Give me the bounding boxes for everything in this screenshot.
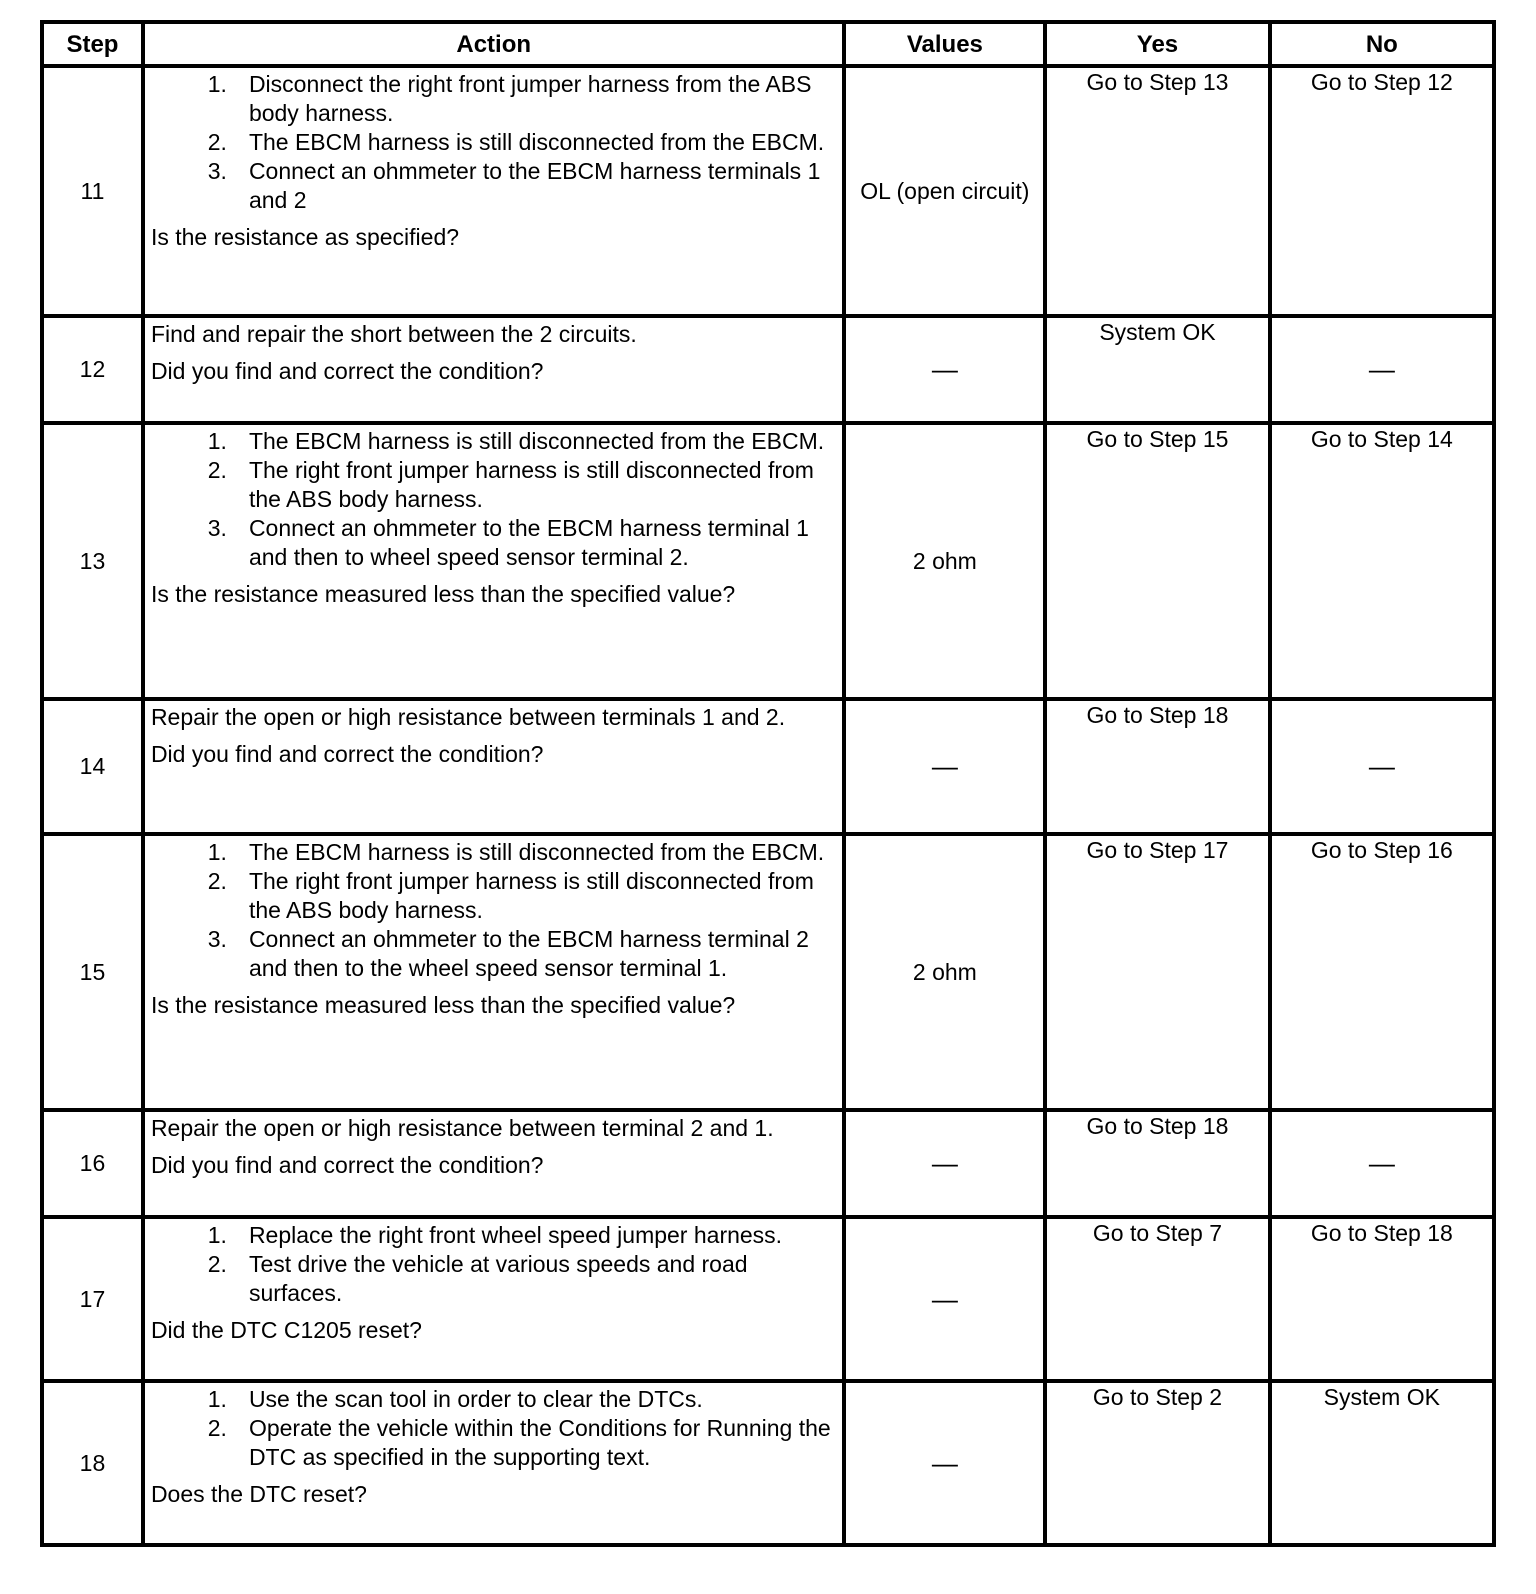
yes-cell: [1045, 66, 1269, 316]
step-number: 14: [42, 699, 143, 834]
action-cell: [143, 1110, 845, 1217]
no-cell: [1270, 423, 1494, 699]
action-cell: [143, 423, 845, 699]
yes-result: Go to Step 17: [1086, 837, 1229, 863]
no-result: System OK: [1323, 1384, 1440, 1410]
table-row: [42, 834, 1494, 1110]
header-step: Step: [42, 22, 143, 66]
list-item: 3. Connect an ohmmeter to the EBCM harness terminal 1 and then to wheel speed sensor terminal 2.: [207, 515, 809, 570]
table-row: [42, 1381, 1494, 1545]
action-cell: [143, 1381, 845, 1545]
value-cell: OL (open circuit): [844, 66, 1045, 316]
list-item: 2. The EBCM harness is still disconnected from the EBCM.: [207, 129, 825, 155]
no-result: Go to Step 16: [1310, 837, 1453, 863]
list-item: 1. Disconnect the right front jumper harness from the ABS body harness.: [207, 71, 812, 126]
action-cell: [143, 699, 845, 834]
action-question: Did you find and correct the condition?: [150, 358, 544, 384]
action-steps: [151, 427, 837, 572]
header-values: Values: [844, 22, 1045, 66]
step-number: 18: [42, 1381, 143, 1545]
value-cell: —: [844, 316, 1045, 423]
no-result: —: [1270, 316, 1494, 423]
list-item: 3. Connect an ohmmeter to the EBCM harness terminal 2 and then to the wheel speed sensor terminal 1.: [207, 926, 809, 981]
list-item: 2. The right front jumper harness is still disconnected from the ABS body harness.: [207, 868, 814, 923]
table-row: [42, 316, 1494, 423]
yes-result: Go to Step 15: [1086, 426, 1229, 452]
action-question: Does the DTC reset?: [150, 1481, 367, 1507]
yes-result: System OK: [1099, 319, 1216, 345]
action-steps: [151, 1221, 837, 1308]
yes-cell: [1045, 1110, 1269, 1217]
no-result: Go to Step 14: [1310, 426, 1453, 452]
list-item: 2. Operate the vehicle within the Conditions for Running the DTC as specified in the supporting text.: [207, 1415, 831, 1470]
value-cell: 2 ohm: [844, 423, 1045, 699]
table-row: [42, 423, 1494, 699]
step-number: 15: [42, 834, 143, 1110]
yes-result: Go to Step 2: [1092, 1384, 1223, 1410]
value-cell: 2 ohm: [844, 834, 1045, 1110]
list-item: 1. The EBCM harness is still disconnected from the EBCM.: [207, 428, 825, 454]
no-cell: [1270, 1381, 1494, 1545]
yes-result: Go to Step 18: [1086, 702, 1229, 728]
list-item: 2. Test drive the vehicle at various speeds and road surfaces.: [207, 1251, 748, 1306]
no-result: —: [1270, 699, 1494, 834]
diagnostic-table: [40, 20, 1496, 1547]
action-cell: [143, 1217, 845, 1381]
step-number: 11: [42, 66, 143, 316]
action-text: Find and repair the short between the 2 circuits.: [150, 321, 637, 347]
no-result: —: [1270, 1110, 1494, 1217]
no-cell: [1270, 834, 1494, 1110]
value-cell: —: [844, 1217, 1045, 1381]
list-item: 3. Connect an ohmmeter to the EBCM harness terminals 1 and 2: [207, 158, 821, 213]
action-question: Did you find and correct the condition?: [150, 741, 544, 767]
yes-cell: [1045, 423, 1269, 699]
action-steps: [151, 70, 837, 215]
step-number: 16: [42, 1110, 143, 1217]
yes-cell: [1045, 834, 1269, 1110]
action-question: Is the resistance as specified?: [150, 224, 460, 250]
no-result: Go to Step 12: [1310, 69, 1453, 95]
table-row: [42, 1217, 1494, 1381]
action-steps: [151, 1385, 837, 1472]
value-cell: —: [844, 1110, 1045, 1217]
header-action: Action: [143, 22, 845, 66]
table-row: [42, 66, 1494, 316]
yes-cell: [1045, 699, 1269, 834]
action-steps: [151, 838, 837, 983]
yes-result: Go to Step 13: [1086, 69, 1229, 95]
header-row: [42, 22, 1494, 66]
action-question: Did the DTC C1205 reset?: [150, 1317, 422, 1343]
action-question: Did you find and correct the condition?: [150, 1152, 544, 1178]
yes-cell: [1045, 316, 1269, 423]
no-cell: [1270, 66, 1494, 316]
action-cell: [143, 66, 845, 316]
list-item: 1. Use the scan tool in order to clear the DTCs.: [207, 1386, 703, 1412]
action-cell: [143, 316, 845, 423]
no-result: Go to Step 18: [1310, 1220, 1453, 1246]
action-text: Repair the open or high resistance between terminals 1 and 2.: [150, 704, 786, 730]
header-yes: Yes: [1045, 22, 1269, 66]
action-question: Is the resistance measured less than the specified value?: [150, 581, 736, 607]
action-cell: [143, 834, 845, 1110]
yes-result: Go to Step 7: [1092, 1220, 1223, 1246]
header-no: No: [1270, 22, 1494, 66]
list-item: 2. The right front jumper harness is still disconnected from the ABS body harness.: [207, 457, 814, 512]
yes-cell: [1045, 1381, 1269, 1545]
yes-result: Go to Step 18: [1086, 1113, 1229, 1139]
list-item: 1. The EBCM harness is still disconnected from the EBCM.: [207, 839, 825, 865]
no-cell: [1270, 1217, 1494, 1381]
yes-cell: [1045, 1217, 1269, 1381]
step-number: 12: [42, 316, 143, 423]
action-text: Repair the open or high resistance between terminal 2 and 1.: [150, 1115, 774, 1141]
table-row: [42, 699, 1494, 834]
value-cell: —: [844, 1381, 1045, 1545]
action-question: Is the resistance measured less than the specified value?: [150, 992, 736, 1018]
step-number: 17: [42, 1217, 143, 1381]
table-row: [42, 1110, 1494, 1217]
step-number: 13: [42, 423, 143, 699]
value-cell: —: [844, 699, 1045, 834]
list-item: 1. Replace the right front wheel speed jumper harness.: [207, 1222, 783, 1248]
